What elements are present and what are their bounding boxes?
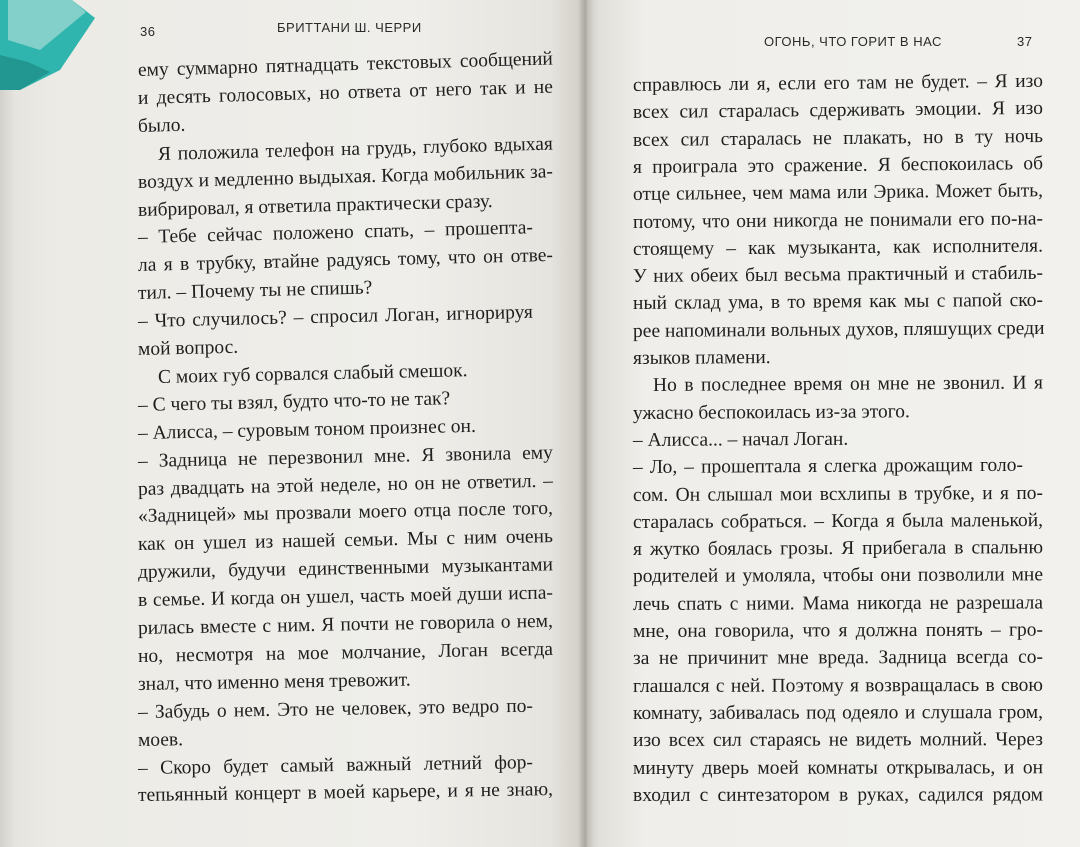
text-line: – Задница не перезвонил мне. Я звонила ему (137, 442, 554, 472)
left-running-head: БРИТТАНИ Ш. ЧЕРРИ (277, 20, 422, 35)
text-line: тепьянный концерт в моей карьере, и я не знаю, (137, 779, 554, 807)
text-line: и десять голосовых, но ответа от него так и не (137, 76, 554, 109)
text-line: Я положила телефон на грудь, глубоко вдыхая (157, 133, 554, 165)
text-line: я жутко боялась грозы. Я прибегала в спальню (632, 537, 1044, 561)
text-line: было. (137, 114, 186, 137)
text-line: в семье. И когда он ушел, часть моей души испа- (137, 582, 554, 612)
text-line: тил. – Почему ты не спишь? (137, 277, 373, 305)
text-line: как он ушел из нашей семьи. Мы с ним очень (137, 526, 554, 556)
text-line: дружили, будучи единственными музыкантами (137, 554, 554, 584)
text-line: старалась собраться. – Когда я была маленькой, (632, 509, 1044, 533)
text-line: изо всех сил стараясь не видеть молний. Через (632, 729, 1044, 752)
text-line: сом. Он слышал мои всхлипы в трубке, и я по- (632, 482, 1044, 506)
text-line: комнату, забивалась под одеяло и слушала гром, (632, 701, 1044, 724)
text-line: справлюсь ли я, если его там не будет. – Я изо (632, 70, 1044, 96)
text-line: минуту дверь моей комнаты открывалась, и он (632, 756, 1044, 779)
text-line: – Ло, – прошептала я слегка дрожащим голо- (632, 455, 1024, 479)
text-line: – Что случилось? – спросил Логан, игнорируя (137, 301, 534, 333)
bookmark-tab-icon (0, 0, 95, 90)
text-line: «Задницей» мы прозвали моего отца после того, (137, 498, 554, 528)
text-line: потому, что они никогда не понимали его по-на- (632, 207, 1044, 233)
text-line: вибрировал, я ответила практически сразу. (137, 190, 493, 221)
text-line: лечь спать с ними. Мама никогда не разрешала (632, 592, 1044, 615)
text-line: С моих губ сорвался слабый смешок. (157, 360, 468, 388)
text-line: ный склад ума, в то время как мы с папой ско- (632, 290, 1044, 315)
text-line: входил с синтезатором в руках, садился рядом (632, 784, 1044, 806)
text-line: воздух и медленно выдыхая. Когда мобильник за- (137, 160, 554, 193)
text-line: ла я в трубку, втайне радуясь тому, что он отве- (137, 245, 554, 277)
text-line: – Алисса, – суровым тоном произнес он. (137, 415, 477, 444)
text-line: моев. (137, 728, 184, 751)
text-line: ему суммарно пятнадцать текстовых сообщений (137, 48, 554, 81)
text-line: раз двадцать на этой неделе, но он не ответил. – (137, 470, 554, 500)
right-page-number: 37 (1017, 34, 1033, 49)
text-line: мне, она говорила, что я должна понять – гро- (632, 619, 1044, 642)
text-line: рилась вместе с ним. Я почти не говорила о нем, (137, 610, 554, 639)
text-line: за не причинит мне вреда. Задница всегда со- (632, 647, 1044, 670)
text-line: родителей и умоляла, чтобы они позволили мне (632, 564, 1044, 588)
text-line: У них обеих был весьма практичный и стабиль- (632, 262, 1044, 288)
right-page (585, 0, 1080, 847)
text-line: отце сильнее, чем мама или Эрика. Может быть, (632, 180, 1044, 206)
text-line: ужасно беспокоилась из-за этого. (632, 400, 910, 424)
text-line: Но в последнее время он мне не звонил. И я (652, 372, 1044, 397)
text-line: – С чего ты взял, будто что-то не так? (137, 388, 451, 416)
text-line: стоящему – как музыканта, как исполнителя. (632, 235, 1044, 260)
text-line: всех сил старалась не плакать, но в ту ночь (632, 125, 1044, 151)
text-line: мой вопрос. (137, 336, 239, 360)
text-line: всех сил старалась сдерживать эмоции. Я изо (632, 98, 1044, 124)
text-line: – Алисса... – начал Логан. (632, 428, 849, 451)
page-edge-strip (0, 0, 16, 847)
text-line: я проиграла это сражение. Я беспокоилась об (632, 153, 1044, 178)
right-running-head: ОГОНЬ, ЧТО ГОРИТ В НАС (764, 34, 942, 49)
text-line: но, несмотря на мое молчание, Логан всегда (137, 638, 554, 667)
text-line: – Тебе сейчас положено спать, – прошепта- (137, 217, 534, 249)
book-gutter (578, 0, 594, 847)
text-line: знал, что именно меня тревожит. (137, 669, 411, 695)
text-line: рее напоминали вольных духов, пляшущих среди (632, 317, 1045, 342)
text-line: – Скоро будет самый важный летний фор- (137, 751, 534, 779)
text-line: языков пламени. (632, 347, 771, 369)
text-line: – Забудь о нем. Это не человек, это ведро по- (137, 695, 534, 723)
text-line: глашался с ней. Поэтому я возвращалась в свою (632, 674, 1044, 697)
left-page-number: 36 (140, 24, 156, 39)
